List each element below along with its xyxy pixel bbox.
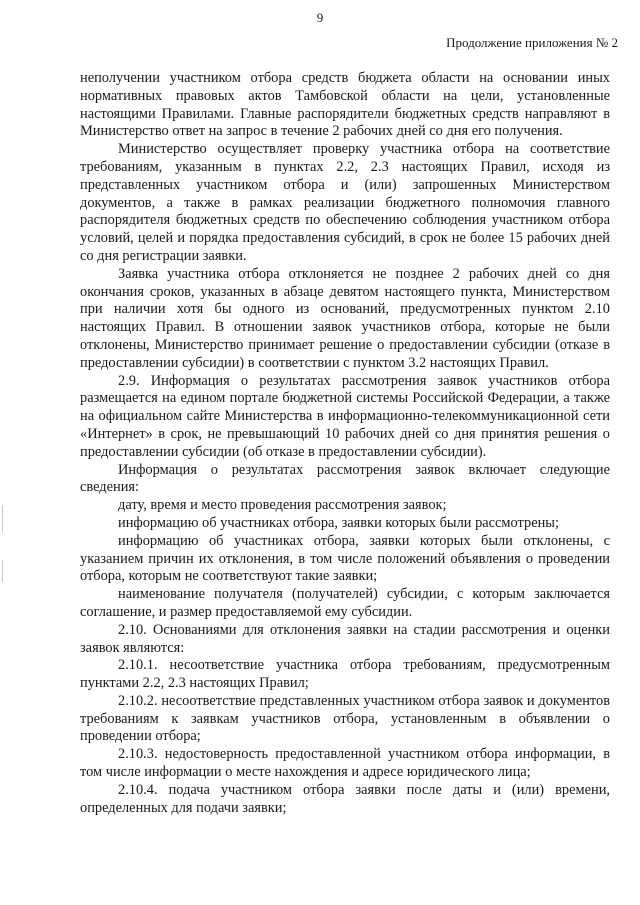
paragraph: Министерство осуществляет проверку участника отбора на соответствие требованиям, указанным в пунктах 2.2, 2.3 настоящих Правил, исходя из представленных участником отбора и (или) запрошенных Министерством документов, а также в рамках реализации бюджетного полномочия главного распорядителя бюджетных средств по обеспечению соблюдения участником отбора условий, целей и порядка предоставления субсидий, в срок не более 15 рабочих дней со дня регистрации заявки. [80, 141, 610, 264]
list-item: информацию об участниках отбора, заявки которых были рассмотрены; [118, 514, 559, 531]
scan-edge-mark [2, 560, 3, 582]
clause-item: 2.10.2. несоответствие представленных участником отбора заявок и документов требованиям к заявкам участников отбора, установленным в объявлении о проведении отбора; [80, 692, 610, 745]
section-paragraph: 2.10. Основаниями для отклонения заявки на стадии рассмотрения и оценки заявок являются: [80, 621, 610, 656]
scan-edge-mark [2, 505, 3, 533]
clause-item: 2.10.4. подача участником отбора заявки после даты и (или) времени, определенных для подачи заявки; [80, 781, 610, 816]
list-item: наименование получателя (получателей) субсидии, с которым заключается соглашение, и размер предоставляемой ему субсидии. [80, 586, 610, 620]
page-number: 9 [316, 10, 324, 25]
clause-item: 2.10.1. несоответствие участника отбора требованиям, предусмотренным пунктами 2.2, 2.3 настоящих Правил; [80, 657, 610, 692]
appendix-note: Продолжение приложения № 2 [446, 35, 618, 50]
document-body [80, 70, 610, 817]
clause-item: 2.10.3. недостоверность предоставленной участником отбора информации, в том числе информации о месте нахождения и адресе юридического лица; [80, 746, 610, 781]
list-item: информацию об участниках отбора, заявки которых были отклонены, с указанием причин их отклонения, в том числе положений объявления о проведении отбора, которым не соответствуют такие заявки; [80, 532, 610, 585]
paragraph: 2.9. Информация о результатах рассмотрения заявок участников отбора размещается на едином портале бюджетной системы Российской Федерации, а также на официальном сайте Министерства в информационно-телекоммуникационной сети «Интернет» в срок, не превышающий 10 рабочих дней со дня принятия решения о предоставлении субсидии (об отказе в предоставлении субсидии). [80, 372, 610, 460]
paragraph: неполучении участником отбора средств бюджета области на основании иных нормативных правовых актов Тамбовской области на цели, установленные настоящими Правилами. Главные распорядители бюджетных средств направляют в Министерство ответ на запрос в течение 2 рабочих дней со дня его получения. [80, 70, 610, 140]
paragraph: Информация о результатах рассмотрения заявок включает следующие сведения: [80, 461, 610, 496]
list-item: дату, время и место проведения рассмотрения заявок; [118, 497, 447, 514]
paragraph: Заявка участника отбора отклоняется не позднее 2 рабочих дней со дня окончания сроков, указанных в абзаце девятом настоящего пункта, Министерством при наличии хотя бы одного из оснований, предусмотренных пунктом 2.10 настоящих Правил. В отношении заявок участников отбора, которые не были отклонены, Министерство принимает решение о предоставлении субсидии (отказе в предоставлении субсидии) в соответствии с пунктом 3.2 настоящих Правил. [80, 265, 610, 371]
